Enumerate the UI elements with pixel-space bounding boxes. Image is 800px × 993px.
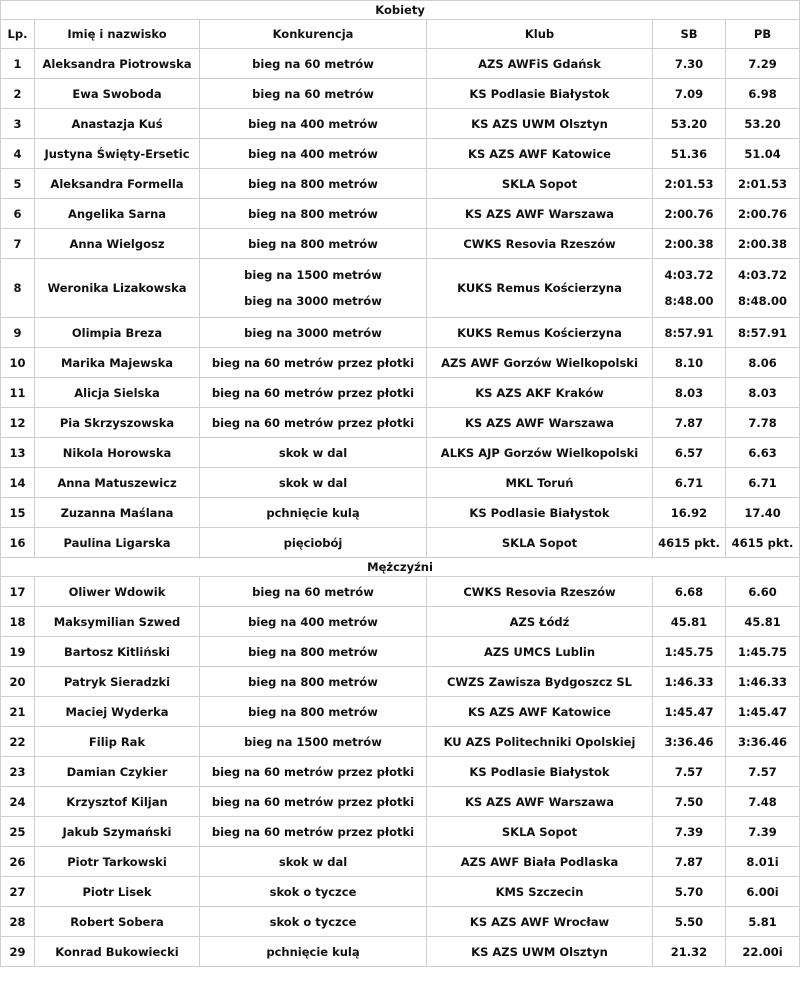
table-row	[1, 438, 800, 468]
cell-event: bieg na 60 metrów	[200, 49, 427, 79]
section-title-row	[1, 558, 800, 577]
cell-lp: 23	[1, 757, 35, 787]
cell-sb: 1:46.33	[653, 667, 726, 697]
cell-club: CWZS Zawisza Bydgoszcz SL	[427, 667, 653, 697]
cell-lp: 1	[1, 49, 35, 79]
cell-event: pchnięcie kulą	[200, 937, 427, 967]
section-title: Mężczyźni	[1, 558, 800, 577]
cell-event: skok o tyczce	[200, 907, 427, 937]
cell-pb: 8.06	[726, 348, 800, 378]
cell-name: Anna Matuszewicz	[35, 468, 200, 498]
table-row	[1, 259, 800, 318]
cell-pb: 51.04	[726, 139, 800, 169]
cell-pb: 1:45.75	[726, 637, 800, 667]
cell-name: Aleksandra Piotrowska	[35, 49, 200, 79]
cell-club: KU AZS Politechniki Opolskiej	[427, 727, 653, 757]
cell-event-lines	[203, 262, 423, 314]
cell-name: Maksymilian Szwed	[35, 607, 200, 637]
cell-sb: 1:45.75	[653, 637, 726, 667]
cell-lp: 3	[1, 109, 35, 139]
cell-event: bieg na 800 metrów	[200, 637, 427, 667]
cell-name: Ewa Swoboda	[35, 79, 200, 109]
cell-lp: 6	[1, 199, 35, 229]
table-row	[1, 697, 800, 727]
cell-name: Piotr Lisek	[35, 877, 200, 907]
cell-club: CWKS Resovia Rzeszów	[427, 577, 653, 607]
table-row	[1, 318, 800, 348]
cell-name: Piotr Tarkowski	[35, 847, 200, 877]
cell-name: Weronika Lizakowska	[35, 259, 200, 318]
cell-pb: 6.71	[726, 468, 800, 498]
cell-lp: 8	[1, 259, 35, 318]
cell-event-line: bieg na 3000 metrów	[244, 294, 382, 308]
cell-pb: 17.40	[726, 498, 800, 528]
cell-club: KS AZS AWF Warszawa	[427, 408, 653, 438]
cell-pb: 45.81	[726, 607, 800, 637]
cell-event: bieg na 60 metrów przez płotki	[200, 757, 427, 787]
cell-sb: 7.30	[653, 49, 726, 79]
cell-event: pięciobój	[200, 528, 427, 558]
cell-lp: 16	[1, 528, 35, 558]
cell-name: Pia Skrzyszowska	[35, 408, 200, 438]
cell-sb: 53.20	[653, 109, 726, 139]
cell-club: AZS Łódź	[427, 607, 653, 637]
table-row	[1, 757, 800, 787]
cell-pb: 2:00.76	[726, 199, 800, 229]
cell-pb: 6.60	[726, 577, 800, 607]
cell-name: Alicja Sielska	[35, 378, 200, 408]
cell-sb: 8.03	[653, 378, 726, 408]
cell-club: SKLA Sopot	[427, 817, 653, 847]
cell-club: KS Podlasie Białystok	[427, 79, 653, 109]
cell-pb: 1:45.47	[726, 697, 800, 727]
cell-lp: 22	[1, 727, 35, 757]
cell-event: bieg na 60 metrów przez płotki	[200, 787, 427, 817]
cell-event: bieg na 60 metrów przez płotki	[200, 378, 427, 408]
cell-event: skok w dal	[200, 468, 427, 498]
cell-name: Patryk Sieradzki	[35, 667, 200, 697]
table-row	[1, 79, 800, 109]
cell-club: KUKS Remus Kościerzyna	[427, 318, 653, 348]
cell-lp: 21	[1, 697, 35, 727]
cell-sb: 7.50	[653, 787, 726, 817]
cell-lp: 12	[1, 408, 35, 438]
header-club: Klub	[427, 20, 653, 49]
cell-club: CWKS Resovia Rzeszów	[427, 229, 653, 259]
cell-sb: 16.92	[653, 498, 726, 528]
cell-lp: 13	[1, 438, 35, 468]
cell-sb: 7.09	[653, 79, 726, 109]
cell-pb: 7.57	[726, 757, 800, 787]
cell-sb: 51.36	[653, 139, 726, 169]
cell-lp: 9	[1, 318, 35, 348]
cell-name: Marika Majewska	[35, 348, 200, 378]
cell-name: Zuzanna Maślana	[35, 498, 200, 528]
cell-event: bieg na 400 metrów	[200, 607, 427, 637]
cell-name: Aleksandra Formella	[35, 169, 200, 199]
cell-name: Damian Czykier	[35, 757, 200, 787]
cell-pb: 8.01i	[726, 847, 800, 877]
table-row	[1, 408, 800, 438]
cell-event: bieg na 60 metrów przez płotki	[200, 408, 427, 438]
cell-event-line: bieg na 1500 metrów	[244, 268, 382, 282]
cell-club: KS Podlasie Białystok	[427, 757, 653, 787]
cell-pb-line: 8:48.00	[738, 294, 788, 308]
cell-sb: 6.68	[653, 577, 726, 607]
cell-pb-lines	[729, 262, 796, 314]
table-row	[1, 378, 800, 408]
cell-pb: 7.39	[726, 817, 800, 847]
cell-pb: 4615 pkt.	[726, 528, 800, 558]
cell-pb: 8:57.91	[726, 318, 800, 348]
cell-lp: 18	[1, 607, 35, 637]
table-row	[1, 877, 800, 907]
table-row	[1, 607, 800, 637]
cell-event: bieg na 60 metrów	[200, 79, 427, 109]
cell-club: KS AZS AKF Kraków	[427, 378, 653, 408]
cell-club: AZS UMCS Lublin	[427, 637, 653, 667]
table-row	[1, 637, 800, 667]
table-row	[1, 199, 800, 229]
cell-sb: 7.57	[653, 757, 726, 787]
cell-club: KS Podlasie Białystok	[427, 498, 653, 528]
cell-event: bieg na 400 metrów	[200, 139, 427, 169]
cell-name: Filip Rak	[35, 727, 200, 757]
cell-club: KS AZS AWF Katowice	[427, 697, 653, 727]
cell-lp: 7	[1, 229, 35, 259]
cell-sb: 5.50	[653, 907, 726, 937]
cell-pb: 22.00i	[726, 937, 800, 967]
cell-name: Justyna Święty-Ersetic	[35, 139, 200, 169]
cell-lp: 2	[1, 79, 35, 109]
header-sb: SB	[653, 20, 726, 49]
cell-lp: 27	[1, 877, 35, 907]
cell-sb: 2:00.38	[653, 229, 726, 259]
cell-sb: 7.87	[653, 408, 726, 438]
cell-sb: 1:45.47	[653, 697, 726, 727]
section-title-row	[1, 1, 800, 20]
cell-pb: 7.48	[726, 787, 800, 817]
cell-pb: 8.03	[726, 378, 800, 408]
cell-sb: 7.87	[653, 847, 726, 877]
cell-event: pchnięcie kulą	[200, 498, 427, 528]
cell-event	[200, 259, 427, 318]
table-row	[1, 468, 800, 498]
cell-club: KS AZS AWF Warszawa	[427, 787, 653, 817]
cell-lp: 29	[1, 937, 35, 967]
cell-lp: 10	[1, 348, 35, 378]
cell-event: bieg na 60 metrów	[200, 577, 427, 607]
cell-event: bieg na 60 metrów przez płotki	[200, 817, 427, 847]
cell-club: KS AZS AWF Katowice	[427, 139, 653, 169]
header-event: Konkurencja	[200, 20, 427, 49]
cell-event: skok w dal	[200, 438, 427, 468]
table-row	[1, 169, 800, 199]
cell-pb: 6.98	[726, 79, 800, 109]
cell-name: Angelika Sarna	[35, 199, 200, 229]
table-row	[1, 787, 800, 817]
table-row	[1, 498, 800, 528]
cell-lp: 17	[1, 577, 35, 607]
table-row	[1, 727, 800, 757]
cell-name: Nikola Horowska	[35, 438, 200, 468]
table-row	[1, 528, 800, 558]
cell-sb	[653, 259, 726, 318]
cell-pb: 53.20	[726, 109, 800, 139]
cell-sb: 5.70	[653, 877, 726, 907]
cell-sb: 2:01.53	[653, 169, 726, 199]
cell-event: bieg na 800 metrów	[200, 229, 427, 259]
cell-pb: 3:36.46	[726, 727, 800, 757]
cell-club: KMS Szczecin	[427, 877, 653, 907]
header-lp: Lp.	[1, 20, 35, 49]
cell-pb: 2:01.53	[726, 169, 800, 199]
table-row	[1, 907, 800, 937]
cell-event: skok w dal	[200, 847, 427, 877]
table-row	[1, 937, 800, 967]
header-row	[1, 20, 800, 49]
cell-sb: 6.57	[653, 438, 726, 468]
section-title: Kobiety	[1, 1, 800, 20]
cell-event: bieg na 800 metrów	[200, 169, 427, 199]
cell-club: AZS AWF Biała Podlaska	[427, 847, 653, 877]
table-row	[1, 139, 800, 169]
cell-sb-line: 4:03.72	[664, 268, 714, 282]
cell-name: Anna Wielgosz	[35, 229, 200, 259]
cell-name: Bartosz Kitliński	[35, 637, 200, 667]
cell-name: Jakub Szymański	[35, 817, 200, 847]
cell-pb: 7.78	[726, 408, 800, 438]
cell-event: bieg na 3000 metrów	[200, 318, 427, 348]
cell-name: Krzysztof Kiljan	[35, 787, 200, 817]
cell-club: KUKS Remus Kościerzyna	[427, 259, 653, 318]
cell-club: KS AZS UWM Olsztyn	[427, 109, 653, 139]
cell-name: Paulina Ligarska	[35, 528, 200, 558]
cell-event: bieg na 800 metrów	[200, 697, 427, 727]
table-row	[1, 229, 800, 259]
cell-club: MKL Toruń	[427, 468, 653, 498]
cell-name: Robert Sobera	[35, 907, 200, 937]
cell-event: bieg na 60 metrów przez płotki	[200, 348, 427, 378]
cell-event: skok o tyczce	[200, 877, 427, 907]
cell-sb: 8:57.91	[653, 318, 726, 348]
cell-sb: 4615 pkt.	[653, 528, 726, 558]
cell-name: Oliwer Wdowik	[35, 577, 200, 607]
cell-lp: 5	[1, 169, 35, 199]
cell-sb-lines	[656, 262, 722, 314]
cell-sb: 45.81	[653, 607, 726, 637]
cell-pb-line: 4:03.72	[738, 268, 788, 282]
cell-sb: 8.10	[653, 348, 726, 378]
cell-club: ALKS AJP Gorzów Wielkopolski	[427, 438, 653, 468]
cell-lp: 4	[1, 139, 35, 169]
cell-lp: 11	[1, 378, 35, 408]
cell-pb: 6.00i	[726, 877, 800, 907]
cell-event: bieg na 800 metrów	[200, 667, 427, 697]
cell-lp: 14	[1, 468, 35, 498]
cell-sb-line: 8:48.00	[664, 294, 714, 308]
cell-lp: 25	[1, 817, 35, 847]
header-name: Imię i nazwisko	[35, 20, 200, 49]
cell-sb: 7.39	[653, 817, 726, 847]
table-row	[1, 348, 800, 378]
table-row	[1, 817, 800, 847]
cell-pb: 1:46.33	[726, 667, 800, 697]
cell-sb: 3:36.46	[653, 727, 726, 757]
cell-name: Konrad Bukowiecki	[35, 937, 200, 967]
cell-sb: 2:00.76	[653, 199, 726, 229]
cell-club: SKLA Sopot	[427, 169, 653, 199]
cell-club: AZS AWFiS Gdańsk	[427, 49, 653, 79]
table-row	[1, 109, 800, 139]
header-pb: PB	[726, 20, 800, 49]
cell-club: SKLA Sopot	[427, 528, 653, 558]
cell-event: bieg na 800 metrów	[200, 199, 427, 229]
cell-sb: 21.32	[653, 937, 726, 967]
table-row	[1, 847, 800, 877]
cell-sb: 6.71	[653, 468, 726, 498]
cell-name: Anastazja Kuś	[35, 109, 200, 139]
table-row	[1, 667, 800, 697]
cell-event: bieg na 400 metrów	[200, 109, 427, 139]
cell-lp: 19	[1, 637, 35, 667]
cell-pb: 2:00.38	[726, 229, 800, 259]
cell-event: bieg na 1500 metrów	[200, 727, 427, 757]
cell-name: Olimpia Breza	[35, 318, 200, 348]
cell-lp: 15	[1, 498, 35, 528]
table-row	[1, 49, 800, 79]
cell-club: KS AZS UWM Olsztyn	[427, 937, 653, 967]
cell-lp: 28	[1, 907, 35, 937]
athletes-table-body	[1, 1, 800, 967]
cell-lp: 24	[1, 787, 35, 817]
cell-pb: 5.81	[726, 907, 800, 937]
cell-club: KS AZS AWF Wrocław	[427, 907, 653, 937]
cell-club: KS AZS AWF Warszawa	[427, 199, 653, 229]
cell-pb	[726, 259, 800, 318]
cell-name: Maciej Wyderka	[35, 697, 200, 727]
cell-club: AZS AWF Gorzów Wielkopolski	[427, 348, 653, 378]
cell-pb: 6.63	[726, 438, 800, 468]
cell-lp: 20	[1, 667, 35, 697]
table-row	[1, 577, 800, 607]
cell-pb: 7.29	[726, 49, 800, 79]
cell-lp: 26	[1, 847, 35, 877]
